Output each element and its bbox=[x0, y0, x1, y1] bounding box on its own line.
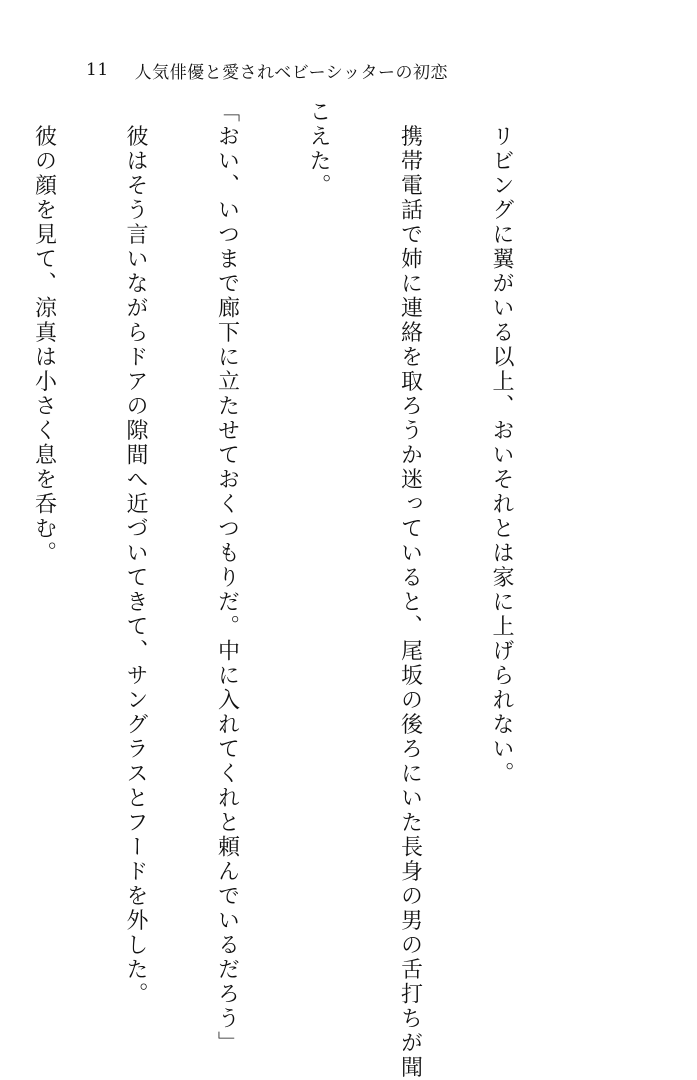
running-title: 人気俳優と愛されベビーシッターの初恋 bbox=[134, 62, 448, 83]
running-header bbox=[86, 56, 448, 84]
text-line: リビングに翼がいる以上、おいそれとは家に上げられない。 bbox=[489, 100, 514, 786]
text-line: 「おい、いつまで廊下に立たせておくつもりだ。中に入れてくれと頼んでいるだろう」 bbox=[214, 100, 240, 1056]
text-line: 携帯電話で姉に連絡を取ろうか迷っていると、尾坂の後ろにいた長身の男の舌打ちが聞 bbox=[397, 100, 423, 1080]
vertical-body-text bbox=[0, 100, 577, 1080]
text-line: 彼はそう言いながらドアの隙間へ近づいてきて、サングラスとフードを外した。 bbox=[123, 100, 148, 1007]
text-line: こえた。 bbox=[306, 100, 331, 198]
text-line: 彼の顔を見て、涼真は小さく息を呑む。 bbox=[31, 100, 57, 566]
page-number: 11 bbox=[86, 60, 109, 80]
